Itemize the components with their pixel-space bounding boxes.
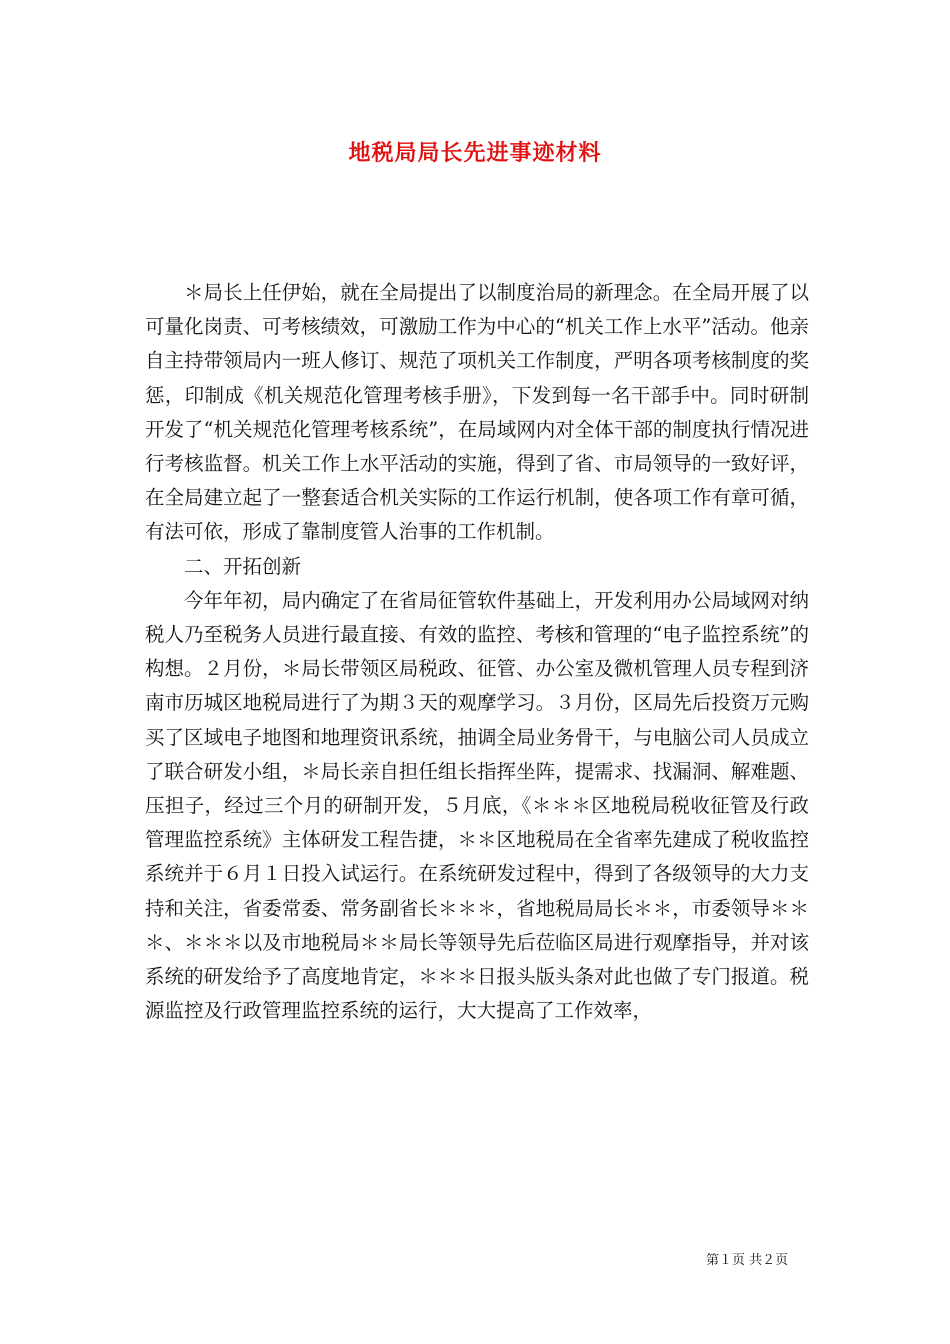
paragraph-1: ＊局长上任伊始，就在全局提出了以制度治局的新理念。在全局开展了以可量化岗责、可考核绩效，可激励工作为中心的“机关工作上水平”活动。他亲自主持带领局内一班人修订、规范了项机关工作制度，严明各项考核制度的奖惩，印制成《机关规范化管理考核手册》，下发到每一名干部手中。同时研制开发了“机关规范化管理考核系统”，在局域网内对全体干部的制度执行情况进行考核监督。机关工作上水平活动的实施，得到了省、市局领导的一致好评，在全局建立起了一整套适合机关实际的工作运行机制，使各项工作有章可循，有法可依，形成了靠制度管人治事的工作机制。 bbox=[145, 281, 809, 544]
document-title: 地税局局长先进事迹材料 bbox=[348, 140, 602, 166]
paragraph-2: 今年年初，局内确定了在省局征管软件基础上，开发利用办公局域网对纳税人乃至税务人员进行最直接、有效的监控、考核和管理的“电子监控系统”的构想。２月份，＊局长带领区局税政、征管、办公室及微机管理人员专程到济南市历城区地税局进行了为期３天的观摩学习。３月份，区局先后投资万元购买了区域电子地图和地理资讯系统，抽调全局业务骨干，与电脑公司人员成立了联合研发小组，＊局长亲自担任组长指挥坐阵，提需求、找漏洞、解难题、压担子，经过三个月的研制开发，５月底，《＊＊＊区地税局税收征管及行政管理监控系统》主体研发工程告捷，＊＊区地税局在全省率先建成了税收监控系统并于６月１日投入试运行。在系统研发过程中，得到了各级领导的大力支持和关注，省委常委、常务副省长＊＊＊，省地税局局长＊＊，市委领导＊＊＊、＊＊＊以及市地税局＊＊局长等领导先后莅临区局进行观摩指导，并对该系统的研发给予了高度地肯定，＊＊＊日报头版头条对此也做了专门报道。税源监控及行政管理监控系统的运行，大大提高了工作效率， bbox=[145, 588, 809, 1023]
section-heading: 二、开拓创新 bbox=[184, 554, 302, 578]
page-number: 第１页 共２页 bbox=[706, 1253, 789, 1268]
document-body bbox=[145, 276, 809, 1028]
